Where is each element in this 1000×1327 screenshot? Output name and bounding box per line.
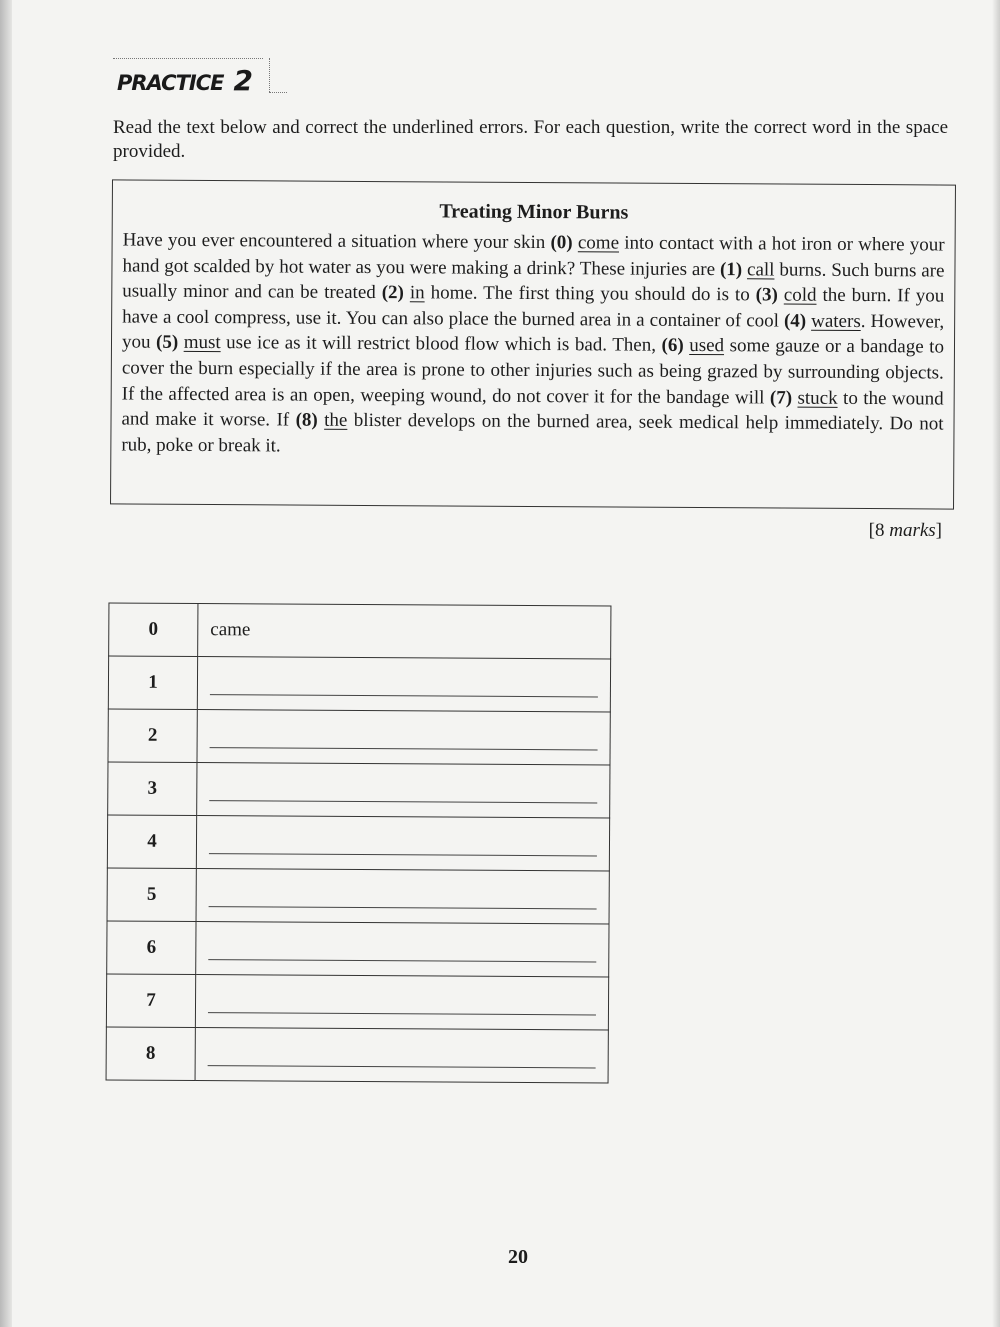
question-number: (8) xyxy=(295,409,318,431)
answer-field[interactable] xyxy=(197,710,610,766)
passage-segment: Have you ever encountered a situation where your skin xyxy=(122,229,551,254)
passage-title: Treating Minor Burns xyxy=(439,200,629,224)
marks-open: [8 xyxy=(868,520,890,541)
answer-field[interactable] xyxy=(195,1028,608,1084)
answer-row xyxy=(108,709,610,765)
question-number: (6) xyxy=(661,335,684,357)
answer-write-line xyxy=(209,853,597,856)
answer-number: 8 xyxy=(106,1027,195,1081)
answer-table xyxy=(106,602,612,1083)
answer-number: 4 xyxy=(107,815,196,869)
answer-write-line xyxy=(208,1065,596,1068)
underlined-error: must xyxy=(183,332,221,354)
passage-segment: home. The first thing you should do is to xyxy=(424,282,756,306)
heading-number: 2 xyxy=(233,64,252,97)
answer-field[interactable] xyxy=(198,604,611,660)
passage-segment: to the wound and make it worse. If xyxy=(121,387,944,431)
page-edge-shadow xyxy=(992,0,1000,1327)
answer-row xyxy=(108,762,610,818)
marks-word: marks xyxy=(889,520,936,541)
answer-field[interactable] xyxy=(197,657,610,713)
underlined-error: waters xyxy=(811,310,861,332)
practice-heading xyxy=(113,58,288,98)
answer-write-line xyxy=(208,959,596,962)
passage-segment: . However, you xyxy=(121,310,945,354)
answer-value: came xyxy=(210,619,251,641)
passage-segment: use ice as it will restrict blood flow which is bad. Then, xyxy=(220,332,662,357)
page-number: 20 xyxy=(508,1246,528,1268)
underlined-error: stuck xyxy=(797,387,838,409)
marks-label xyxy=(869,520,942,542)
question-number: (1) xyxy=(719,258,743,280)
instructions: Read the text below and correct the underlined errors. For each question, write the correct word in the space provided. xyxy=(113,117,948,162)
underlined-error: call xyxy=(746,258,775,281)
question-number: (3) xyxy=(755,284,778,306)
answer-write-line xyxy=(210,747,598,750)
question-number: (4) xyxy=(783,310,807,332)
answer-field[interactable] xyxy=(196,816,609,872)
answer-number: 1 xyxy=(108,656,197,710)
answer-row xyxy=(107,868,609,924)
underlined-error: come xyxy=(577,232,620,254)
answer-number: 5 xyxy=(107,868,196,922)
answer-row xyxy=(106,1027,608,1083)
passage-segment: the burn. If you have a cool compress, use it. You can also place the burned area in a container of cool xyxy=(122,284,945,332)
answer-row xyxy=(107,815,609,871)
answer-write-line xyxy=(209,906,597,909)
answer-number: 6 xyxy=(107,921,196,975)
answer-number: 2 xyxy=(108,709,197,763)
passage-segment: into contact with a hot iron or where your hand got scalded by hot water as you were making a drink? These injuries are xyxy=(122,232,945,280)
answer-field[interactable] xyxy=(195,975,608,1031)
answer-write-line xyxy=(208,1012,596,1015)
answer-row xyxy=(106,974,608,1030)
passage-segment: some gauze or a bandage to cover the burn especially if the area is prone to other injuries such as being grazed by surrounding objects. If the affected area is an open, weeping wound, do not cover it for the bandage will xyxy=(121,335,945,409)
heading-dotted-border xyxy=(263,58,270,92)
passage-segment: burns. Such burns are usually minor and can be treated xyxy=(122,259,945,304)
heading-text xyxy=(117,64,252,97)
answer-field[interactable] xyxy=(196,869,609,925)
marks-close: ] xyxy=(935,520,942,541)
underlined-error: used xyxy=(689,335,725,357)
question-number: (7) xyxy=(769,387,793,409)
answer-field[interactable] xyxy=(196,922,609,978)
answer-row xyxy=(109,603,611,659)
answer-field[interactable] xyxy=(197,763,610,819)
heading-word: PRACTICE xyxy=(117,71,224,95)
passage-text xyxy=(121,227,944,462)
answer-row xyxy=(107,921,609,977)
answer-write-line xyxy=(209,800,597,803)
underlined-error: in xyxy=(409,282,425,304)
answer-row xyxy=(108,656,610,712)
answer-write-line xyxy=(210,694,598,697)
answer-number: 0 xyxy=(109,603,198,657)
underlined-error: the xyxy=(324,409,348,432)
page-binding-shadow xyxy=(0,0,12,1327)
answer-number: 7 xyxy=(106,974,195,1028)
heading-dotted-border xyxy=(269,92,287,93)
heading-dotted-border xyxy=(113,58,263,59)
question-number: (2) xyxy=(381,282,404,304)
passage-segment: blister develops on the burned area, seek medical help immediately. Do not rub, poke or break it. xyxy=(121,410,944,457)
question-number: (0) xyxy=(550,232,573,254)
question-number: (5) xyxy=(155,332,179,354)
passage-box xyxy=(110,179,956,509)
answer-number: 3 xyxy=(108,762,197,816)
underlined-error: cold xyxy=(783,284,817,306)
